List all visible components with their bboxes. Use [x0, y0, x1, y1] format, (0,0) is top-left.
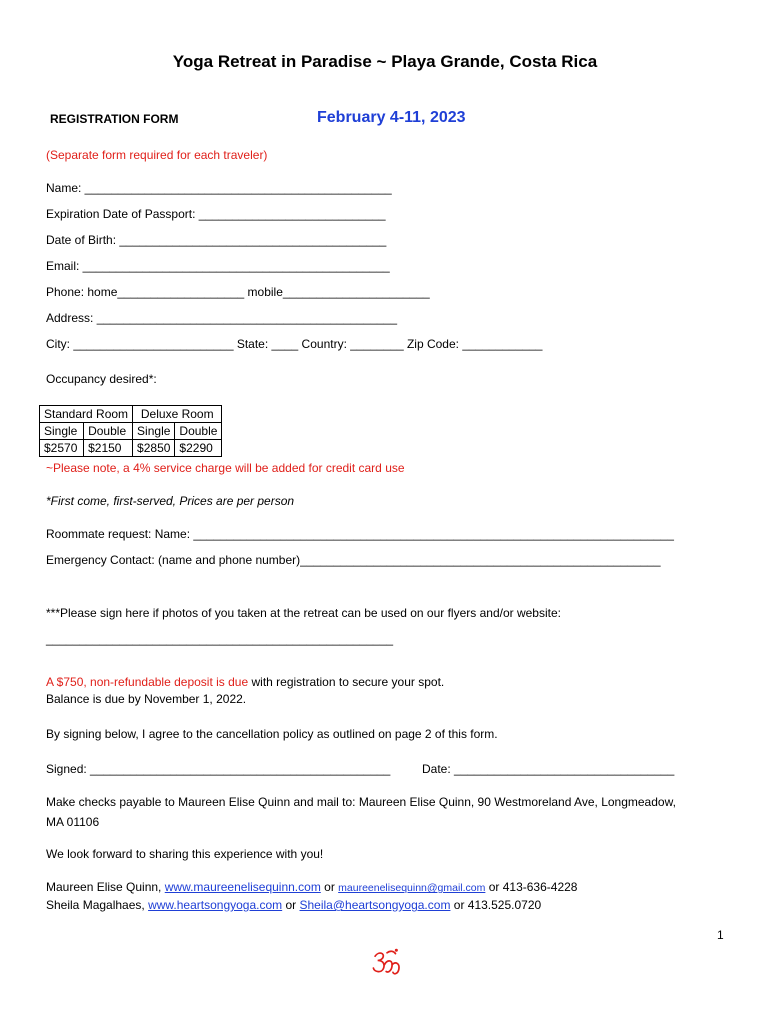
deluxe-single-header: Single	[133, 423, 175, 440]
separate-form-note: (Separate form required for each traveler)	[46, 148, 268, 162]
roommate-request-field[interactable]: Roommate request: Name: ________________________________________________________________________	[46, 527, 674, 541]
standard-double-header: Double	[84, 423, 133, 440]
contact-sheila	[46, 898, 541, 912]
email-link[interactable]: maureenelisequinn@gmail.com	[338, 882, 486, 894]
page-number: 1	[717, 928, 724, 942]
passport-expiration-field[interactable]: Expiration Date of Passport: ____________________________	[46, 207, 386, 221]
email-field[interactable]: Email: ______________________________________________	[46, 259, 390, 273]
checks-payable-text: Make checks payable to Maureen Elise Quinn and mail to: Maureen Elise Quinn, 90 Westmoreland Ave, Longmeadow,	[46, 795, 676, 809]
page-title: Yoga Retreat in Paradise ~ Playa Grande, Costa Rica	[172, 52, 598, 71]
balance-due-text: Balance is due by November 1, 2022.	[46, 692, 247, 706]
photo-consent-signature-line[interactable]: ____________________________________________________	[46, 632, 394, 646]
occupancy-table	[39, 405, 222, 457]
agreement-text: By signing below, I agree to the cancellation policy as outlined on page 2 of this form.	[46, 727, 498, 741]
deposit-text	[46, 675, 444, 689]
standard-double-price: $2150	[84, 440, 133, 457]
phone-text: or 413-636-4228	[485, 880, 578, 894]
city-state-country-zip-field[interactable]: City: ________________________ State: ____ Country: ________ Zip Code: ____________	[46, 337, 543, 351]
separator-text: or	[282, 898, 300, 912]
deluxe-single-price: $2850	[133, 440, 175, 457]
closing-text: We look forward to sharing this experience with you!	[46, 847, 324, 861]
separator-text: or	[320, 880, 339, 894]
deluxe-double-header: Double	[175, 423, 222, 440]
standard-room-header: Standard Room	[40, 406, 133, 423]
emergency-contact-field[interactable]: Emergency Contact: (name and phone number)______________________________________________________	[46, 553, 661, 567]
deposit-rest-text: with registration to secure your spot.	[248, 675, 445, 689]
website-link[interactable]: www.maureenelisequinn.com	[164, 880, 321, 894]
date-of-birth-field[interactable]: Date of Birth: ________________________________________	[46, 233, 387, 247]
photo-consent-text: ***Please sign here if photos of you taken at the retreat can be used on our flyers and/or website:	[46, 606, 561, 620]
mailing-zip-text: MA 01106	[46, 815, 100, 829]
name-field[interactable]: Name: ______________________________________________	[46, 181, 392, 195]
phone-text: or 413.525.0720	[450, 898, 542, 912]
first-come-note: *First come, first-served, Prices are per person	[46, 494, 295, 508]
form-label: REGISTRATION FORM	[50, 112, 179, 126]
standard-single-price: $2570	[40, 440, 84, 457]
service-charge-note: ~Please note, a 4% service charge will be added for credit card use	[46, 461, 405, 475]
contact-name: Sheila Magalhaes,	[46, 898, 149, 912]
occupancy-label: Occupancy desired*:	[46, 372, 157, 386]
retreat-dates: February 4-11, 2023	[317, 109, 466, 126]
address-field[interactable]: Address: _____________________________________________	[46, 311, 398, 325]
contact-name: Maureen Elise Quinn,	[46, 880, 165, 894]
website-link[interactable]: www.heartsongyoga.com	[148, 898, 283, 912]
contact-maureen	[46, 880, 577, 895]
email-link[interactable]: Sheila@heartsongyoga.com	[299, 898, 451, 912]
deluxe-room-header: Deluxe Room	[133, 406, 222, 423]
phone-field[interactable]: Phone: home___________________ mobile______________________	[46, 285, 430, 299]
date-field[interactable]: Date: _________________________________	[422, 762, 675, 776]
signature-field[interactable]: Signed: _____________________________________________	[46, 762, 391, 776]
deluxe-double-price: $2290	[175, 440, 222, 457]
om-symbol-icon	[370, 946, 404, 980]
standard-single-header: Single	[40, 423, 84, 440]
deposit-amount-text: A $750, non-refundable deposit is due	[46, 675, 249, 689]
